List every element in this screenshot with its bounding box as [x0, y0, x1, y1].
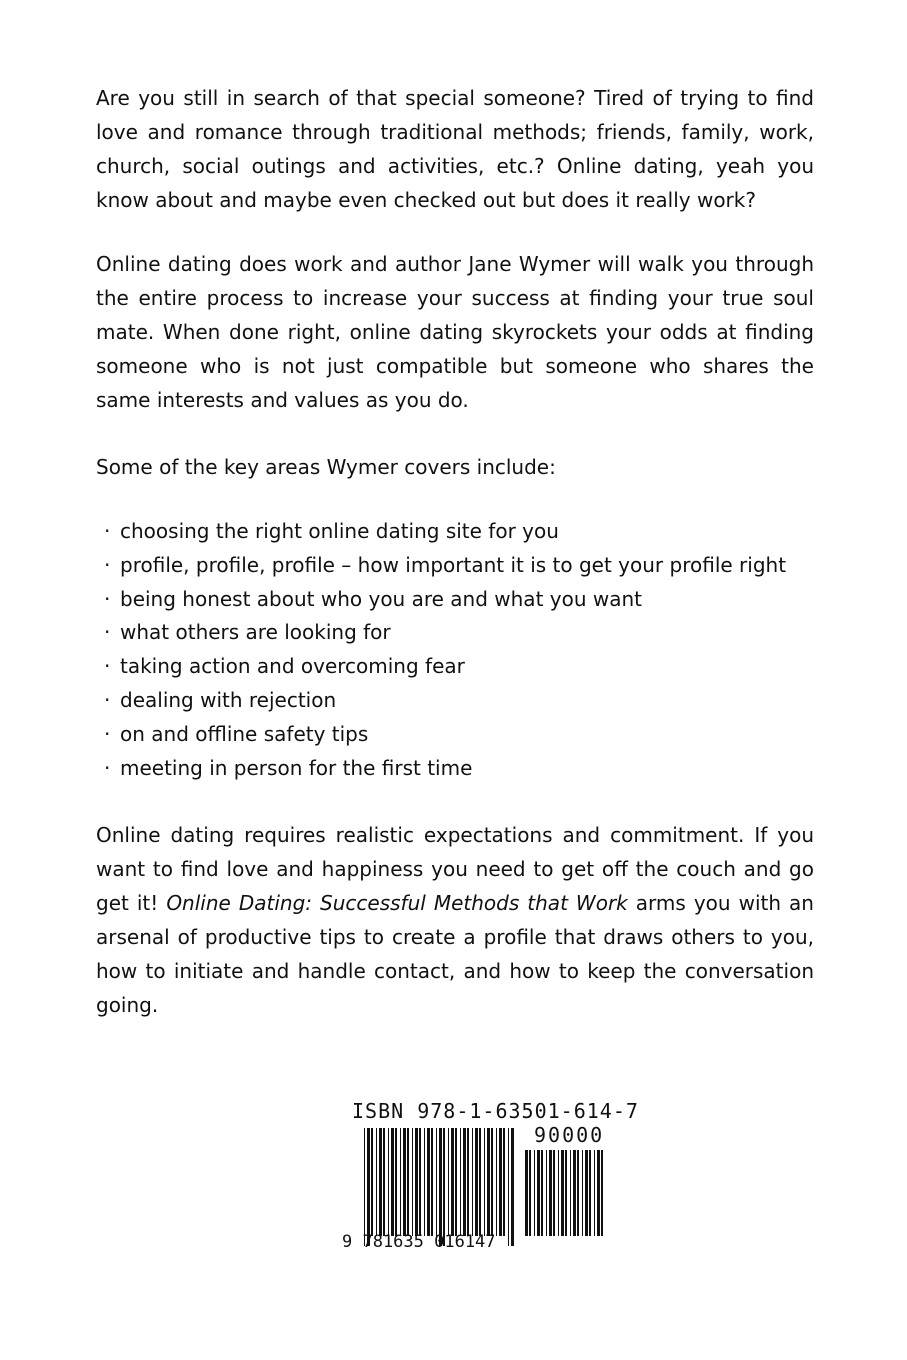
- list-item: · taking action and overcoming fear: [104, 650, 864, 684]
- barcode-bar: [379, 1128, 382, 1236]
- barcode-bar: [395, 1128, 397, 1236]
- list-item: · being honest about who you are and what you want: [104, 583, 864, 617]
- bullet-icon: ·: [104, 654, 111, 679]
- barcode-addon-bars: [525, 1150, 605, 1246]
- barcode-bar: [529, 1150, 531, 1236]
- description-paragraph-4: Online dating requires realistic expectations and commitment. If you want to find love and happiness you need to get off the couch and go get it! Online Dating: Successful Methods that Work arms you with an arsenal of productive tips to create a profile that draws others to you, how to initiate and handle contact, and how to keep the conversation going.: [96, 823, 814, 1017]
- key-areas-list: [104, 515, 864, 785]
- barcode-bar: [537, 1150, 540, 1236]
- barcode-bar: [439, 1128, 442, 1246]
- barcode-bar: [589, 1150, 591, 1236]
- barcode-bar: [427, 1128, 430, 1236]
- book-title: Online Dating: Successful Methods that Work: [166, 891, 628, 915]
- barcode-bar: [582, 1150, 583, 1236]
- barcode-bar: [424, 1128, 425, 1236]
- barcode-bar: [400, 1128, 401, 1236]
- barcode-bar: [460, 1128, 461, 1236]
- barcode-bar: [561, 1150, 564, 1236]
- list-item: · what others are looking for: [104, 616, 864, 650]
- barcode-bar: [463, 1128, 466, 1236]
- key-areas-intro: Some of the key areas Wymer covers include:: [96, 455, 556, 479]
- barcode-digits: 9 781635 016147: [342, 1232, 496, 1252]
- barcode-bar: [455, 1128, 457, 1236]
- barcode-bar: [511, 1128, 514, 1246]
- bullet-icon: ·: [104, 519, 111, 543]
- barcode-bar: [601, 1150, 603, 1236]
- barcode-bar: [448, 1128, 449, 1236]
- barcode-bar: [388, 1128, 389, 1236]
- barcode-bar: [407, 1128, 409, 1236]
- barcode-bar: [534, 1150, 535, 1236]
- barcode-bar: [496, 1128, 497, 1236]
- barcode-bar: [415, 1128, 418, 1236]
- barcode-bar: [479, 1128, 481, 1236]
- barcode-bar: [597, 1150, 600, 1236]
- barcode-bar: [376, 1128, 377, 1236]
- barcode-bar: [467, 1128, 469, 1236]
- barcode-main-bars: [364, 1128, 514, 1246]
- barcode-bar: [570, 1150, 571, 1236]
- bullet-icon: ·: [104, 620, 111, 645]
- barcode-bar: [577, 1150, 579, 1236]
- list-item: · profile, profile, profile – how important it is to get your profile right: [104, 549, 864, 583]
- barcode-bar: [364, 1128, 365, 1246]
- barcode-bar: [436, 1128, 437, 1236]
- bullet-icon: ·: [104, 721, 111, 746]
- bullet-icon: ·: [104, 552, 111, 577]
- barcode-bar: [484, 1128, 485, 1236]
- barcode-bar: [549, 1150, 552, 1236]
- barcode-bar: [371, 1128, 373, 1236]
- bullet-icon: ·: [104, 586, 111, 611]
- description-paragraph-2: Online dating does work and author Jane Wymer will walk you through the entire process to increase your success at finding your true soul mate. When done right, online dating skyrockets your odds at finding someone who is not just compatible but someone who shares the same interests and values as you do.: [96, 252, 814, 412]
- isbn-label: ISBN 978-1-63501-614-7: [352, 1099, 639, 1123]
- barcode-bar: [419, 1128, 421, 1236]
- list-item: · meeting in person for the first time: [104, 752, 864, 786]
- barcode-bar: [508, 1128, 509, 1246]
- barcode-bar: [525, 1150, 528, 1236]
- barcode-bar: [367, 1128, 370, 1246]
- barcode-bar: [431, 1128, 433, 1236]
- barcode-bar: [475, 1128, 478, 1236]
- barcode-bar: [383, 1128, 385, 1236]
- list-item: · dealing with rejection: [104, 684, 864, 718]
- barcode-bar: [573, 1150, 576, 1236]
- barcode-bar: [451, 1128, 454, 1236]
- bullet-icon: ·: [104, 755, 111, 780]
- barcode-addon-digits: 90000: [534, 1123, 605, 1147]
- barcode-bar: [412, 1128, 413, 1236]
- barcode-bar: [594, 1150, 595, 1236]
- barcode-bar: [541, 1150, 543, 1236]
- description-paragraph-1: Are you still in search of that special someone? Tired of trying to find love and romance through traditional methods; friends, family, work, church, social outings and activities, etc.? Online dating, yeah you know about and maybe even checked out but does it really work?: [96, 86, 814, 212]
- barcode-bar: [558, 1150, 559, 1236]
- barcode-bar: [487, 1128, 490, 1236]
- barcode-bar: [499, 1128, 502, 1236]
- list-item: · choosing the right online dating site for you: [104, 515, 864, 549]
- barcode-bar: [503, 1128, 505, 1236]
- barcode-bar: [553, 1150, 555, 1236]
- barcode-bar: [585, 1150, 588, 1236]
- barcode-bar: [546, 1150, 547, 1236]
- bullet-icon: ·: [104, 687, 111, 712]
- list-item: · on and offline safety tips: [104, 718, 864, 752]
- barcode-bar: [391, 1128, 394, 1236]
- barcode-bar: [443, 1128, 445, 1246]
- barcode-bar: [403, 1128, 406, 1236]
- barcode-bar: [565, 1150, 567, 1236]
- barcode-bar: [472, 1128, 473, 1236]
- barcode-bar: [491, 1128, 493, 1236]
